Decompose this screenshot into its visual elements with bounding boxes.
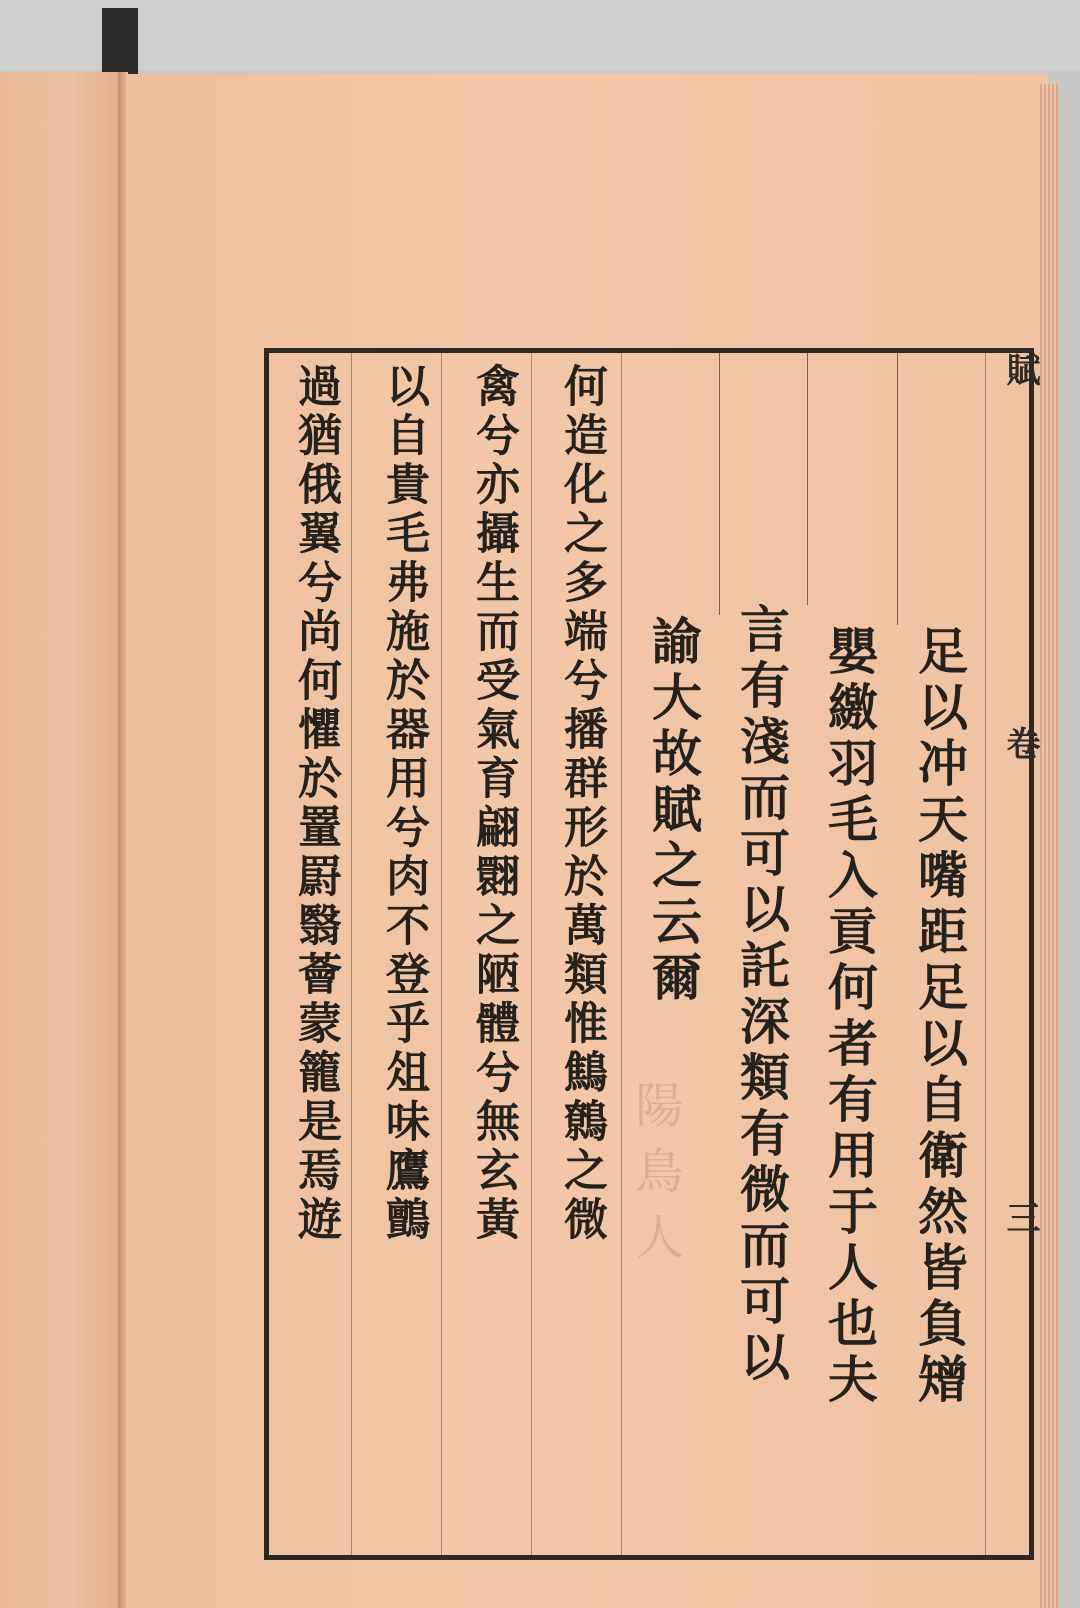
page-margin-label [1000,352,1040,1532]
text-column-3: 言有淺而可以託深類有微而可以 [732,603,791,1387]
text-column-2: 嬰繳羽毛入貢何者有用于人也夫 [820,625,879,1409]
left-page [0,72,124,1608]
text-column-8: 過猶俄翼兮尚何懼於罿罻翳薈蒙籠是焉遊 [290,363,341,1245]
folio-number: 三 [1000,1200,1040,1234]
binding-tab [102,8,138,74]
bleed-through-text: 陽鳥人 [627,1080,683,1278]
text-column-6: 禽兮亦攝生而受氣育翩翾之陋體兮無玄黃 [468,363,519,1245]
page-edge [1040,84,1058,1608]
text-column-4: 諭大故賦之云爾 [644,615,703,1007]
scan-background [0,0,1080,70]
margin-notes: 卷 [1000,726,1040,760]
margin-header: 賦 [1000,352,1040,386]
text-column-5: 何造化之多端兮播群形於萬類惟鷦鷯之微 [556,363,607,1245]
text-column-1: 足以冲天嘴距足以自衛然皆負矰 [910,625,969,1409]
text-column-7: 以自貴毛弗施於器用兮肉不登乎俎味鷹鸇 [378,363,429,1245]
printed-text-frame [264,348,1034,1560]
